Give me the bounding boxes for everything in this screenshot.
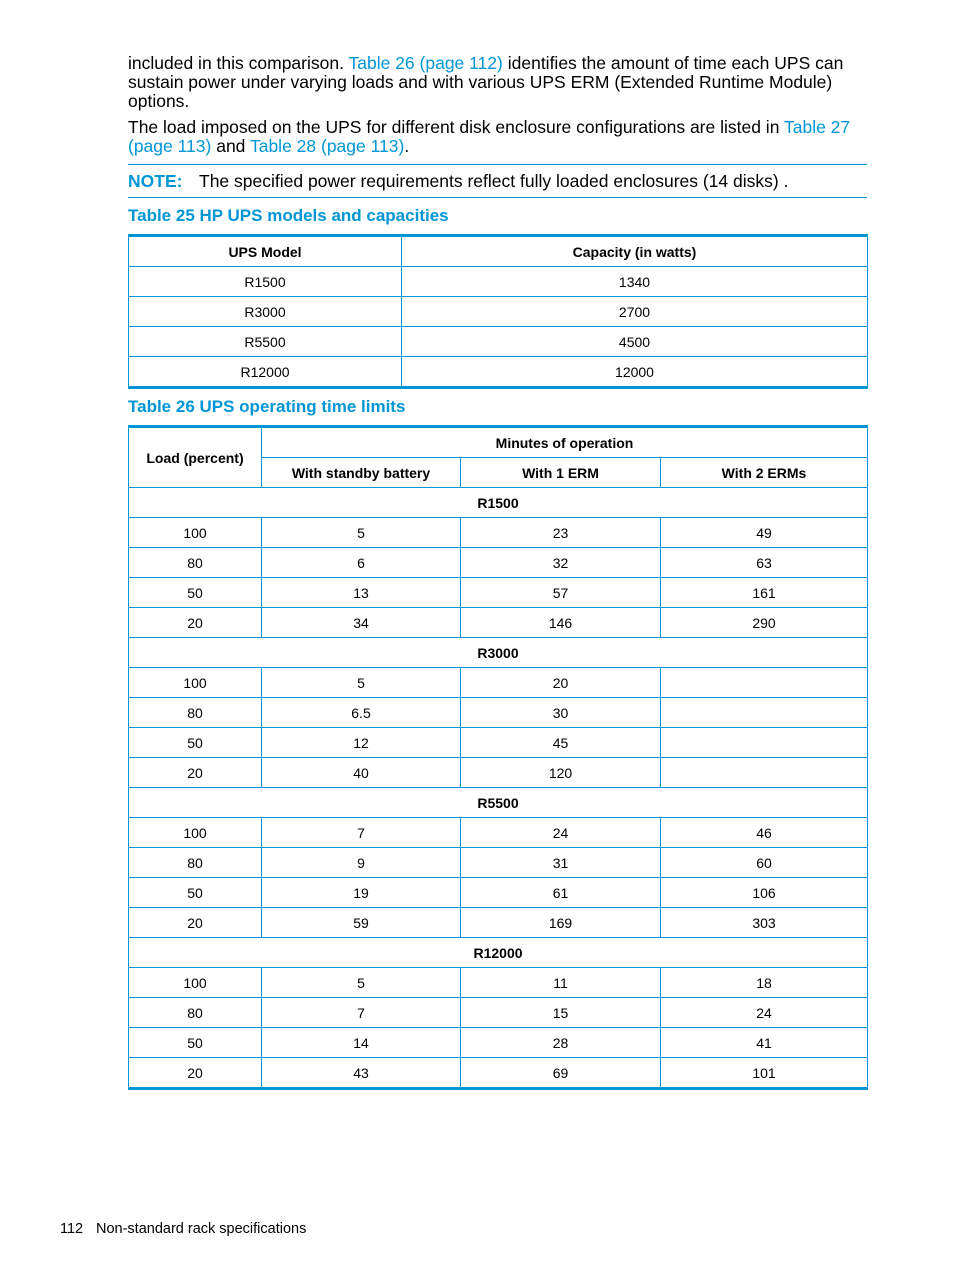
table-cell: 7	[262, 818, 461, 848]
table25-caption: Table 25 HP UPS models and capacities	[128, 206, 449, 225]
table-cell: 80	[129, 998, 262, 1028]
table-cell: 101	[661, 1058, 868, 1089]
model-section-header: R3000	[129, 638, 868, 668]
table-cell: 6	[262, 548, 461, 578]
table-cell: 14	[262, 1028, 461, 1058]
column-header: UPS Model	[129, 236, 402, 267]
table-cell: 169	[461, 908, 661, 938]
table-cell: 80	[129, 698, 262, 728]
table-cell: 1340	[402, 267, 868, 297]
table-cell: 80	[129, 548, 262, 578]
table-cell: 290	[661, 608, 868, 638]
table-row	[129, 357, 868, 388]
intro-paragraph-2	[128, 118, 867, 156]
table-cell: R12000	[129, 357, 402, 388]
table-cell: 146	[461, 608, 661, 638]
table-cell: 43	[262, 1058, 461, 1089]
table-row	[129, 728, 868, 758]
intro-text: included in this comparison.	[128, 53, 349, 73]
table-row	[129, 998, 868, 1028]
table-header-row	[129, 236, 868, 267]
table26-caption: Table 26 UPS operating time limits	[128, 397, 406, 416]
intro-text: identifies the amount of time each UPS can sustain power under varying loads and with various UPS ERM (Extended Runtime Module) options.	[128, 53, 844, 111]
table-cell: 100	[129, 818, 262, 848]
table-cell: 40	[262, 758, 461, 788]
table-row	[129, 518, 868, 548]
table26-link[interactable]: Table 26 (page 112)	[348, 53, 503, 73]
table-row	[129, 578, 868, 608]
table-cell: 23	[461, 518, 661, 548]
table28-link[interactable]: Table 28 (page 113)	[249, 136, 405, 156]
table-cell: 9	[262, 848, 461, 878]
minutes-group-header: Minutes of operation	[262, 427, 868, 458]
table-cell: 69	[461, 1058, 661, 1089]
model-section-row	[129, 488, 868, 518]
table-cell: 15	[461, 998, 661, 1028]
table-row	[129, 848, 868, 878]
table-row	[129, 267, 868, 297]
table-row	[129, 878, 868, 908]
model-section-row	[129, 938, 868, 968]
model-section-row	[129, 638, 868, 668]
table-cell: 161	[661, 578, 868, 608]
table-cell: 50	[129, 878, 262, 908]
model-section-header: R5500	[129, 788, 868, 818]
table-cell: 100	[129, 668, 262, 698]
intro-text: The load imposed on the UPS for different disk enclosure configurations are listed in	[128, 117, 784, 137]
table-cell: 60	[661, 848, 868, 878]
table-cell: 32	[461, 548, 661, 578]
table-cell: 100	[129, 968, 262, 998]
table-row	[129, 608, 868, 638]
table-cell: 19	[262, 878, 461, 908]
table-cell: 57	[461, 578, 661, 608]
table-cell	[661, 758, 868, 788]
table-cell: 20	[129, 1058, 262, 1089]
table-cell: 6.5	[262, 698, 461, 728]
table-cell: 5	[262, 518, 461, 548]
table-cell	[661, 668, 868, 698]
table-row	[129, 698, 868, 728]
table-cell: 11	[461, 968, 661, 998]
table-cell: 50	[129, 728, 262, 758]
column-header: Capacity (in watts)	[402, 236, 868, 267]
note-text: The specified power requirements reflect fully loaded enclosures (14 disks) .	[199, 170, 789, 191]
model-section-row	[129, 788, 868, 818]
page-footer	[60, 1221, 306, 1237]
table-row	[129, 1058, 868, 1089]
table-cell	[661, 728, 868, 758]
table-cell: 18	[661, 968, 868, 998]
column-header: With standby battery	[262, 458, 461, 488]
table-cell: 61	[461, 878, 661, 908]
load-header: Load (percent)	[129, 427, 262, 488]
table-cell: 30	[461, 698, 661, 728]
table-row	[129, 758, 868, 788]
table-cell: R3000	[129, 297, 402, 327]
note-box	[128, 164, 867, 198]
table-cell: 46	[661, 818, 868, 848]
note-label: NOTE:	[128, 170, 183, 191]
table-cell: 34	[262, 608, 461, 638]
table-cell: 28	[461, 1028, 661, 1058]
table-cell: 24	[461, 818, 661, 848]
table-cell	[661, 698, 868, 728]
table-cell: 50	[129, 1028, 262, 1058]
table-cell: 20	[129, 608, 262, 638]
table-cell: 4500	[402, 327, 868, 357]
table-cell: 41	[661, 1028, 868, 1058]
table-cell: 2700	[402, 297, 868, 327]
table-cell: 31	[461, 848, 661, 878]
table-cell: 13	[262, 578, 461, 608]
table-cell: 120	[461, 758, 661, 788]
table-cell: 50	[129, 578, 262, 608]
column-header: With 2 ERMs	[661, 458, 868, 488]
table-cell: 12	[262, 728, 461, 758]
table-cell: 106	[661, 878, 868, 908]
table-row	[129, 818, 868, 848]
ups-models-table	[128, 234, 868, 389]
table-cell: 5	[262, 668, 461, 698]
table-cell: 20	[129, 908, 262, 938]
table-cell: 20	[129, 758, 262, 788]
table-cell: 45	[461, 728, 661, 758]
table-row	[129, 1028, 868, 1058]
table-cell: 24	[661, 998, 868, 1028]
table-cell: 59	[262, 908, 461, 938]
page-number: 112	[60, 1221, 84, 1237]
footer-section-title: Non-standard rack specifications	[96, 1221, 307, 1237]
model-section-header: R1500	[129, 488, 868, 518]
table-row	[129, 968, 868, 998]
table-cell: 63	[661, 548, 868, 578]
table-cell: 303	[661, 908, 868, 938]
column-header: With 1 ERM	[461, 458, 661, 488]
table-cell: 12000	[402, 357, 868, 388]
table-cell: 100	[129, 518, 262, 548]
page-content	[128, 54, 867, 1090]
table-cell: R5500	[129, 327, 402, 357]
table-cell: R1500	[129, 267, 402, 297]
intro-text: and	[211, 136, 250, 156]
table-cell: 5	[262, 968, 461, 998]
table-row	[129, 327, 868, 357]
table-cell: 7	[262, 998, 461, 1028]
ups-operating-time-table	[128, 425, 868, 1090]
table-header-row	[129, 427, 868, 458]
table-cell: 49	[661, 518, 868, 548]
table-row	[129, 668, 868, 698]
table-row	[129, 297, 868, 327]
table-row	[129, 548, 868, 578]
table-cell: 80	[129, 848, 262, 878]
table-row	[129, 908, 868, 938]
table-cell: 20	[461, 668, 661, 698]
table27-link[interactable]: Table 27 (page 113)	[128, 117, 851, 156]
intro-text: .	[404, 136, 410, 156]
model-section-header: R12000	[129, 938, 868, 968]
intro-paragraph-1	[128, 54, 867, 111]
